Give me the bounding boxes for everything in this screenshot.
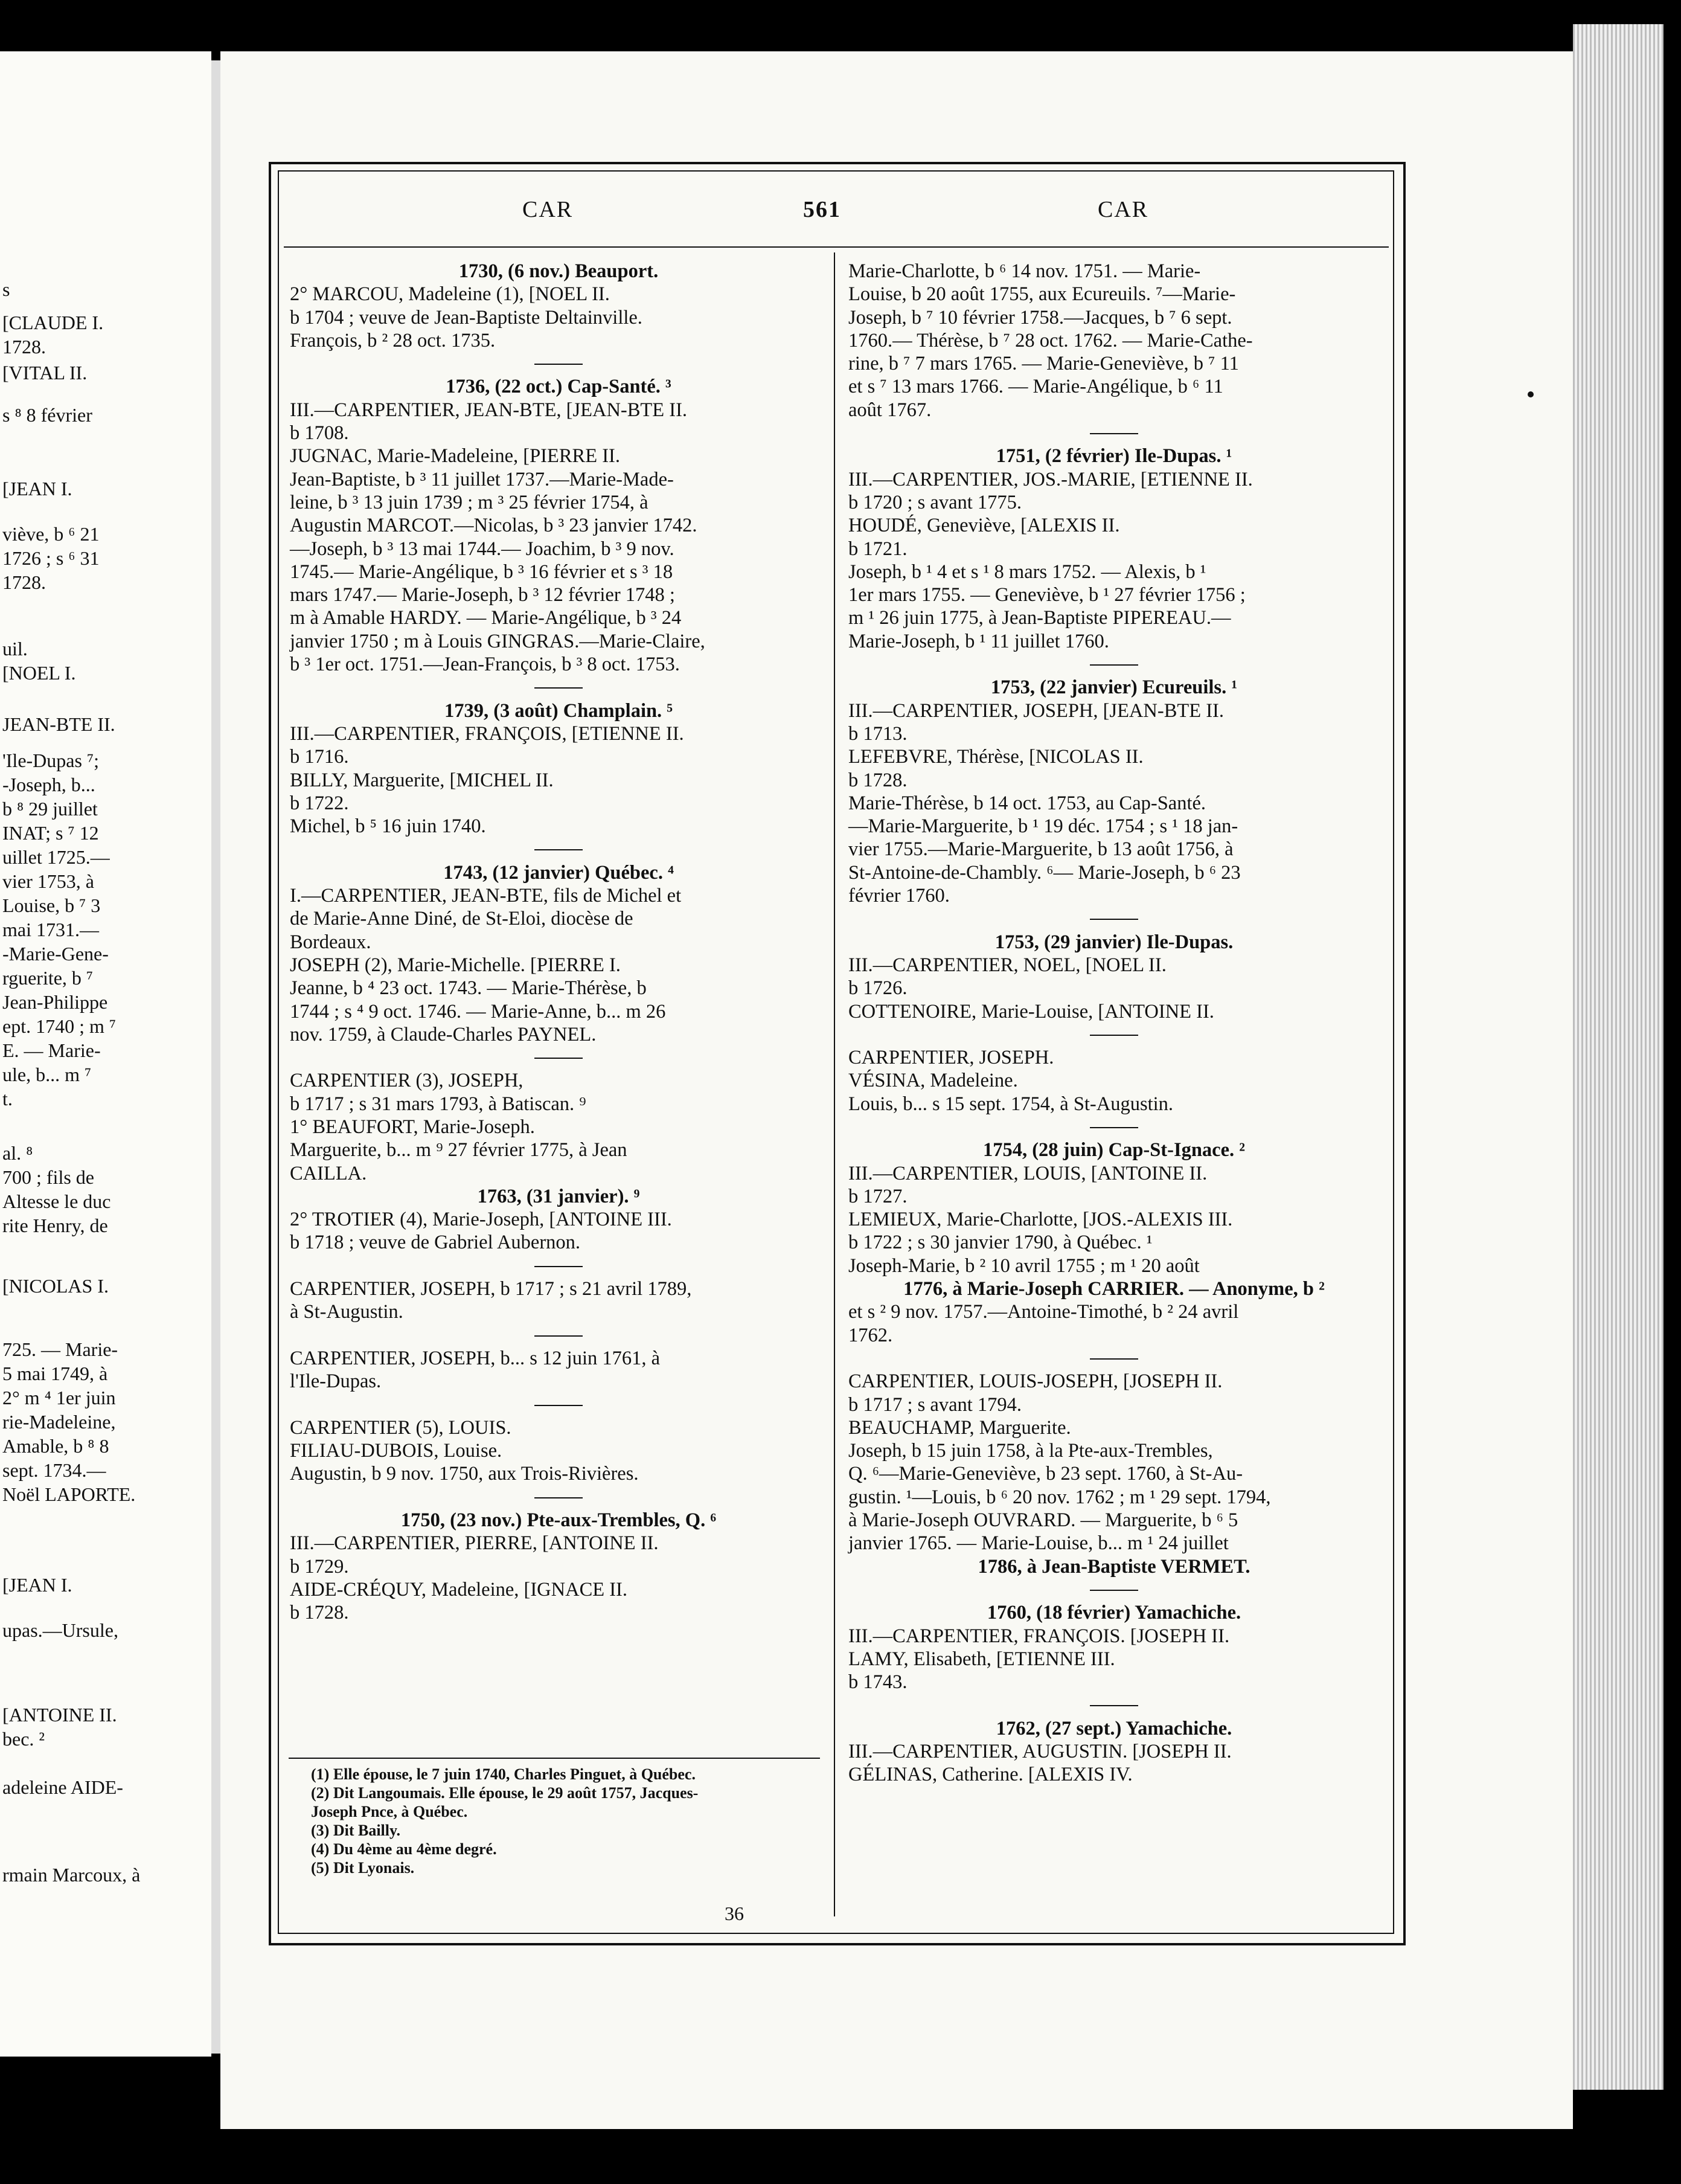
- separator-rule: [290, 1486, 827, 1509]
- entry-line: b 1720 ; s avant 1775.: [848, 491, 1022, 513]
- previous-page-line: vier 1753, à: [2, 870, 94, 892]
- previous-page-line: 725. — Marie-: [2, 1338, 118, 1360]
- entry-line: Joseph, b ¹ 4 et s ¹ 8 mars 1752. — Alexis, b ¹: [848, 560, 1206, 583]
- entry-line: de Marie-Anne Diné, de St-Eloi, diocèse de: [290, 908, 633, 930]
- separator-rule: [290, 1046, 827, 1069]
- entry-line: COTTENOIRE, Marie-Louise, [ANTOINE II.: [848, 1000, 1214, 1023]
- previous-page-line: 1726 ; s ⁶ 31: [2, 547, 100, 569]
- entry-line: CARPENTIER, JOSEPH, b 1717 ; s 21 avril 1789,: [290, 1278, 692, 1300]
- entry-line: 1763, (31 janvier). ⁹: [477, 1185, 640, 1207]
- entry-line: I.—CARPENTIER, JEAN-BTE, fils de Michel et: [290, 885, 682, 907]
- previous-page-line: ule, b... m ⁷: [2, 1064, 92, 1085]
- entry-line: et s ⁷ 13 mars 1766. — Marie-Angélique, b ⁶ 11: [848, 376, 1223, 398]
- entry-line: 1760, (18 février) Yamachiche.: [987, 1602, 1241, 1624]
- previous-page-line: [VITAL II.: [2, 362, 88, 384]
- entry-line: CAILLA.: [290, 1162, 367, 1184]
- entry-line: FILIAU-DUBOIS, Louise.: [290, 1440, 502, 1462]
- footnote: (1) Elle épouse, le 7 juin 1740, Charles Pinguet, à Québec.: [311, 1765, 696, 1783]
- entry-line: III.—CARPENTIER, JEAN-BTE, [JEAN-BTE II.: [290, 399, 688, 421]
- entry-line: St-Antoine-de-Chambly. ⁶— Marie-Joseph, b ⁶ 23: [848, 861, 1241, 884]
- entry-line: 1754, (28 juin) Cap-St-Ignace. ²: [982, 1139, 1246, 1161]
- entry-line: 1762.: [848, 1324, 893, 1346]
- previous-page-line: s ⁸ 8 février: [2, 404, 92, 426]
- previous-page-line: E. — Marie-: [2, 1039, 101, 1061]
- previous-page-line: b ⁸ 29 juillet: [2, 798, 98, 820]
- entry-line: 1786, à Jean-Baptiste VERMET.: [978, 1555, 1250, 1578]
- footnote: (3) Dit Bailly.: [311, 1822, 401, 1839]
- entry-line: b 1713.: [848, 722, 908, 745]
- entry-line: 1730, (6 nov.) Beauport.: [458, 260, 659, 282]
- entry-line: b 1704 ; veuve de Jean-Baptiste Deltainville.: [290, 306, 642, 329]
- entry-line: CARPENTIER (3), JOSEPH,: [290, 1070, 524, 1092]
- entry-line: m à Amable HARDY. — Marie-Angélique, b ³ 24: [290, 607, 682, 629]
- previous-page-line: Amable, b ⁸ 8: [2, 1435, 109, 1457]
- entry-line: CARPENTIER, LOUIS-JOSEPH, [JOSEPH II.: [848, 1370, 1223, 1393]
- entry-line: Joseph-Marie, b ² 10 avril 1755 ; m ¹ 20 août: [848, 1254, 1200, 1277]
- entry-line: —Marie-Marguerite, b ¹ 19 déc. 1754 ; s ¹ 18 jan-: [848, 815, 1238, 838]
- entry-line: b 1716.: [290, 746, 349, 768]
- separator-rule: [848, 422, 1380, 445]
- previous-page-line: -Joseph, b...: [2, 774, 95, 795]
- entry-line: LAMY, Elisabeth, [ETIENNE III.: [848, 1648, 1115, 1670]
- entry-line: b 1726.: [848, 977, 908, 1000]
- entry-line: b 1729.: [290, 1555, 349, 1578]
- entry-line: nov. 1759, à Claude-Charles PAYNEL.: [290, 1023, 597, 1045]
- entry-line: b 1728.: [848, 769, 908, 791]
- entry-line: b 1717 ; s 31 mars 1793, à Batiscan. ⁹: [290, 1093, 586, 1115]
- entry-line: CARPENTIER, JOSEPH.: [848, 1047, 1054, 1069]
- entry-line: b 1717 ; s avant 1794.: [848, 1393, 1022, 1416]
- page-edges: [1573, 24, 1663, 2090]
- entry-line: b 1743.: [848, 1671, 908, 1694]
- footnote: Joseph Pnce, à Québec.: [311, 1803, 468, 1820]
- entry-line: b 1708.: [290, 422, 349, 445]
- page-number: 561: [803, 197, 841, 222]
- entry-line: vier 1755.—Marie-Marguerite, b 13 août 1756, à: [848, 838, 1234, 861]
- entry-line: Jean-Baptiste, b ³ 11 juillet 1737.—Marie-Made-: [290, 468, 674, 490]
- entry-line: JUGNAC, Marie-Madeleine, [PIERRE II.: [290, 445, 620, 467]
- entry-line: 1743, (12 janvier) Québec. ⁴: [443, 861, 674, 884]
- entry-line: 1° BEAUFORT, Marie-Joseph.: [290, 1116, 535, 1138]
- entry-line: Bordeaux.: [290, 931, 371, 953]
- entry-line: Q. ⁶—Marie-Geneviève, b 23 sept. 1760, à St-Au-: [848, 1463, 1243, 1485]
- previous-page-line: [ANTOINE II.: [2, 1704, 117, 1726]
- previous-page-line: Altesse le duc: [2, 1190, 111, 1212]
- entry-line: III.—CARPENTIER, PIERRE, [ANTOINE II.: [290, 1532, 659, 1555]
- previous-page-line: uil.: [2, 638, 28, 660]
- entry-line: mars 1747.— Marie-Joseph, b ³ 12 février 1748 ;: [290, 584, 675, 606]
- entry-line: 1753, (22 janvier) Ecureuils. ¹: [990, 676, 1238, 699]
- previous-page-line: mai 1731.—: [2, 919, 99, 940]
- entry-line: CARPENTIER, JOSEPH, b... s 12 juin 1761, à: [290, 1347, 661, 1369]
- entry-line: BEAUCHAMP, Marguerite.: [848, 1416, 1071, 1439]
- previous-page-line: 2° m ⁴ 1er juin: [2, 1387, 116, 1408]
- entry-line: et s ² 9 nov. 1757.—Antoine-Timothé, b ² 24 avril: [848, 1301, 1239, 1323]
- separator-rule: [848, 1347, 1380, 1370]
- entry-line: III.—CARPENTIER, LOUIS, [ANTOINE II.: [848, 1162, 1208, 1184]
- header-rule: [284, 246, 1389, 248]
- previous-page-line: [CLAUDE I.: [2, 312, 104, 333]
- entry-line: JOSEPH (2), Marie-Michelle. [PIERRE I.: [290, 954, 621, 976]
- previous-page-line: ept. 1740 ; m ⁷: [2, 1015, 117, 1037]
- previous-page-line: uillet 1725.—: [2, 846, 110, 868]
- entry-line: AIDE-CRÉQUY, Madeleine, [IGNACE II.: [290, 1578, 628, 1601]
- entry-line: 1776, à Marie-Joseph CARRIER. — Anonyme, b ²: [903, 1278, 1325, 1300]
- previous-page-line: [NICOLAS I.: [2, 1275, 109, 1297]
- entry-line: b 1722 ; s 30 janvier 1790, à Québec. ¹: [848, 1232, 1153, 1254]
- running-head-right: CAR: [1098, 197, 1149, 222]
- previous-page-line: adeleine AIDE-: [2, 1776, 123, 1798]
- previous-page-line: 1728.: [2, 336, 46, 358]
- separator-rule: [848, 653, 1380, 676]
- right-column: [848, 260, 1380, 1787]
- entry-line: 2° TROTIER (4), Marie-Joseph, [ANTOINE III.: [290, 1209, 672, 1231]
- entry-line: à St-Augustin.: [290, 1301, 403, 1323]
- entry-line: m ¹ 26 juin 1775, à Jean-Baptiste PIPEREAU.—: [848, 607, 1231, 629]
- ink-dot: [1528, 391, 1534, 397]
- previous-page-line: rguerite, b ⁷: [2, 967, 94, 989]
- entry-line: 1er mars 1755. — Geneviève, b ¹ 27 février 1756 ;: [848, 584, 1246, 606]
- entry-line: b 1727.: [848, 1185, 908, 1207]
- entry-line: III.—CARPENTIER, JOS.-MARIE, [ETIENNE II.: [848, 468, 1253, 490]
- left-column: [290, 260, 827, 1625]
- entry-line: 1744 ; s ⁴ 9 oct. 1746. — Marie-Anne, b... m 26: [290, 1000, 666, 1023]
- entry-line: b 1722.: [290, 792, 349, 814]
- entry-line: gustin. ¹—Louis, b ⁶ 20 nov. 1762 ; m ¹ 29 sept. 1794,: [848, 1486, 1271, 1508]
- entry-line: 1745.— Marie-Angélique, b ³ 16 février et s ³ 18: [290, 560, 673, 583]
- separator-rule: [290, 838, 827, 861]
- separator-rule: [848, 1023, 1380, 1046]
- previous-page-line: 700 ; fils de: [2, 1166, 94, 1188]
- entry-line: Marie-Thérèse, b 14 oct. 1753, au Cap-Santé.: [848, 792, 1206, 814]
- previous-page-line: t.: [2, 1088, 13, 1110]
- entry-line: LEMIEUX, Marie-Charlotte, [JOS.-ALEXIS III.: [848, 1209, 1233, 1231]
- separator-rule: [290, 1324, 827, 1347]
- binding-gutter: [211, 60, 221, 2054]
- entry-line: III.—CARPENTIER, FRANÇOIS, [ETIENNE II.: [290, 722, 684, 745]
- entry-line: b 1718 ; veuve de Gabriel Aubernon.: [290, 1232, 581, 1254]
- previous-page-line: [JEAN I.: [2, 1574, 72, 1596]
- entry-line: l'Ile-Dupas.: [290, 1370, 382, 1393]
- entry-line: b 1728.: [290, 1602, 349, 1624]
- previous-page-line: rmain Marcoux, à: [2, 1864, 141, 1886]
- entry-line: b ³ 1er oct. 1751.—Jean-François, b ³ 8 oct. 1753.: [290, 654, 680, 676]
- entry-line: Joseph, b ⁷ 10 février 1758.—Jacques, b ⁷ 6 sept.: [848, 306, 1232, 329]
- entry-line: 1753, (29 janvier) Ile-Dupas.: [994, 931, 1234, 953]
- previous-page-line: al. ⁸: [2, 1142, 33, 1164]
- separator-rule: [848, 1694, 1380, 1717]
- previous-page-line: upas.—Ursule,: [2, 1619, 118, 1641]
- entry-line: III.—CARPENTIER, AUGUSTIN. [JOSEPH II.: [848, 1741, 1232, 1762]
- separator-rule: [290, 352, 827, 375]
- entry-line: LEFEBVRE, Thérèse, [NICOLAS II.: [848, 746, 1144, 768]
- entry-line: à Marie-Joseph OUVRARD. — Marguerite, b ⁶ 5: [848, 1509, 1238, 1532]
- entry-line: Joseph, b 15 juin 1758, à la Pte-aux-Trembles,: [848, 1440, 1213, 1462]
- entry-line: 1751, (2 février) Ile-Dupas. ¹: [996, 445, 1232, 467]
- entry-line: 2° MARCOU, Madeleine (1), [NOEL II.: [290, 283, 610, 306]
- entry-line: 1739, (3 août) Champlain. ⁵: [444, 699, 673, 722]
- previous-page-line: -Marie-Gene-: [2, 943, 109, 965]
- entry-line: BILLY, Marguerite, [MICHEL II.: [290, 769, 554, 791]
- running-head-left: CAR: [522, 197, 574, 222]
- previous-page-line: [JEAN I.: [2, 478, 72, 499]
- entry-line: Louise, b 20 août 1755, aux Ecureuils. ⁷—Marie-: [848, 283, 1236, 306]
- entry-line: Marie-Joseph, b ¹ 11 juillet 1760.: [848, 630, 1109, 652]
- entry-line: Jeanne, b ⁴ 23 oct. 1743. — Marie-Thérèse, b: [290, 977, 647, 1000]
- entry-line: janvier 1750 ; m à Louis GINGRAS.—Marie-Claire,: [290, 630, 705, 652]
- entry-line: 1762, (27 sept.) Yamachiche.: [996, 1717, 1232, 1739]
- footnote: (2) Dit Langoumais. Elle épouse, le 29 août 1757, Jacques-: [311, 1784, 699, 1802]
- entry-line: François, b ² 28 oct. 1735.: [290, 329, 496, 352]
- entry-line: 1736, (22 oct.) Cap-Santé. ³: [446, 376, 671, 398]
- entry-line: VÉSINA, Madeleine.: [848, 1070, 1018, 1092]
- footnote: (5) Dit Lyonais.: [311, 1859, 415, 1877]
- previous-page-line: JEAN-BTE II.: [2, 713, 115, 735]
- separator-rule: [290, 676, 827, 699]
- entry-line: III.—CARPENTIER, FRANÇOIS. [JOSEPH II.: [848, 1625, 1230, 1647]
- entry-line: Augustin MARCOT.—Nicolas, b ³ 23 janvier 1742.: [290, 515, 697, 537]
- entry-line: Michel, b ⁵ 16 juin 1740.: [290, 815, 486, 838]
- entry-line: HOUDÉ, Geneviève, [ALEXIS II.: [848, 515, 1120, 537]
- entry-line: CARPENTIER (5), LOUIS.: [290, 1416, 511, 1439]
- separator-rule: [848, 1116, 1380, 1139]
- previous-page-line: viève, b ⁶ 21: [2, 523, 100, 545]
- column-rule: [834, 252, 835, 1916]
- previous-page-line: Louise, b ⁷ 3: [2, 894, 101, 916]
- previous-page-line: rie-Madeleine,: [2, 1411, 116, 1433]
- previous-page-line: s: [2, 278, 10, 300]
- entry-line: février 1760.: [848, 885, 950, 907]
- entry-line: GÉLINAS, Catherine. [ALEXIS IV.: [848, 1764, 1133, 1786]
- entry-line: III.—CARPENTIER, JOSEPH, [JEAN-BTE II.: [848, 699, 1224, 722]
- previous-page-line: rite Henry, de: [2, 1215, 108, 1236]
- entry-line: leine, b ³ 13 juin 1739 ; m ³ 25 février 1754, à: [290, 491, 648, 513]
- previous-page-line: Noël LAPORTE.: [2, 1483, 136, 1505]
- previous-page-line: sept. 1734.—: [2, 1459, 106, 1481]
- footnotes: [311, 1765, 830, 1877]
- entry-line: janvier 1765. — Marie-Louise, b... m ¹ 24 juillet: [848, 1532, 1229, 1555]
- folio: 36: [725, 1903, 744, 1924]
- previous-page-line: 1728.: [2, 571, 46, 593]
- previous-page-line: 5 mai 1749, à: [2, 1363, 108, 1384]
- previous-page-line: INAT; s ⁷ 12: [2, 822, 99, 844]
- entry-line: août 1767.: [848, 399, 932, 421]
- previous-page-line: Jean-Philippe: [2, 991, 108, 1013]
- footnote: (4) Du 4ème au 4ème degré.: [311, 1840, 497, 1858]
- entry-line: Louis, b... s 15 sept. 1754, à St-Augustin.: [848, 1093, 1174, 1115]
- previous-page-line: bec. ²: [2, 1728, 45, 1750]
- separator-rule: [290, 1393, 827, 1416]
- previous-page-line: 'Ile-Dupas ⁷;: [2, 750, 99, 771]
- entry-line: Marguerite, b... m ⁹ 27 février 1775, à Jean: [290, 1139, 627, 1161]
- entry-line: —Joseph, b ³ 13 mai 1744.— Joachim, b ³ 9 nov.: [290, 538, 674, 560]
- entry-line: Marie-Charlotte, b ⁶ 14 nov. 1751. — Marie-: [848, 260, 1201, 282]
- separator-rule: [848, 907, 1380, 930]
- entry-line: III.—CARPENTIER, NOEL, [NOEL II.: [848, 954, 1167, 976]
- entry-line: 1760.— Thérèse, b ⁷ 28 oct. 1762. — Marie-Cathe-: [848, 329, 1253, 352]
- separator-rule: [848, 1578, 1380, 1601]
- previous-page: [0, 51, 211, 2057]
- entry-line: b 1721.: [848, 538, 908, 560]
- previous-page-line: [NOEL I.: [2, 662, 76, 684]
- footnote-rule: [289, 1758, 820, 1759]
- entry-line: rine, b ⁷ 7 mars 1765. — Marie-Geneviève, b ⁷ 11: [848, 353, 1239, 375]
- separator-rule: [290, 1254, 827, 1277]
- entry-line: Augustin, b 9 nov. 1750, aux Trois-Rivières.: [290, 1463, 639, 1485]
- entry-line: 1750, (23 nov.) Pte-aux-Trembles, Q. ⁶: [400, 1509, 717, 1532]
